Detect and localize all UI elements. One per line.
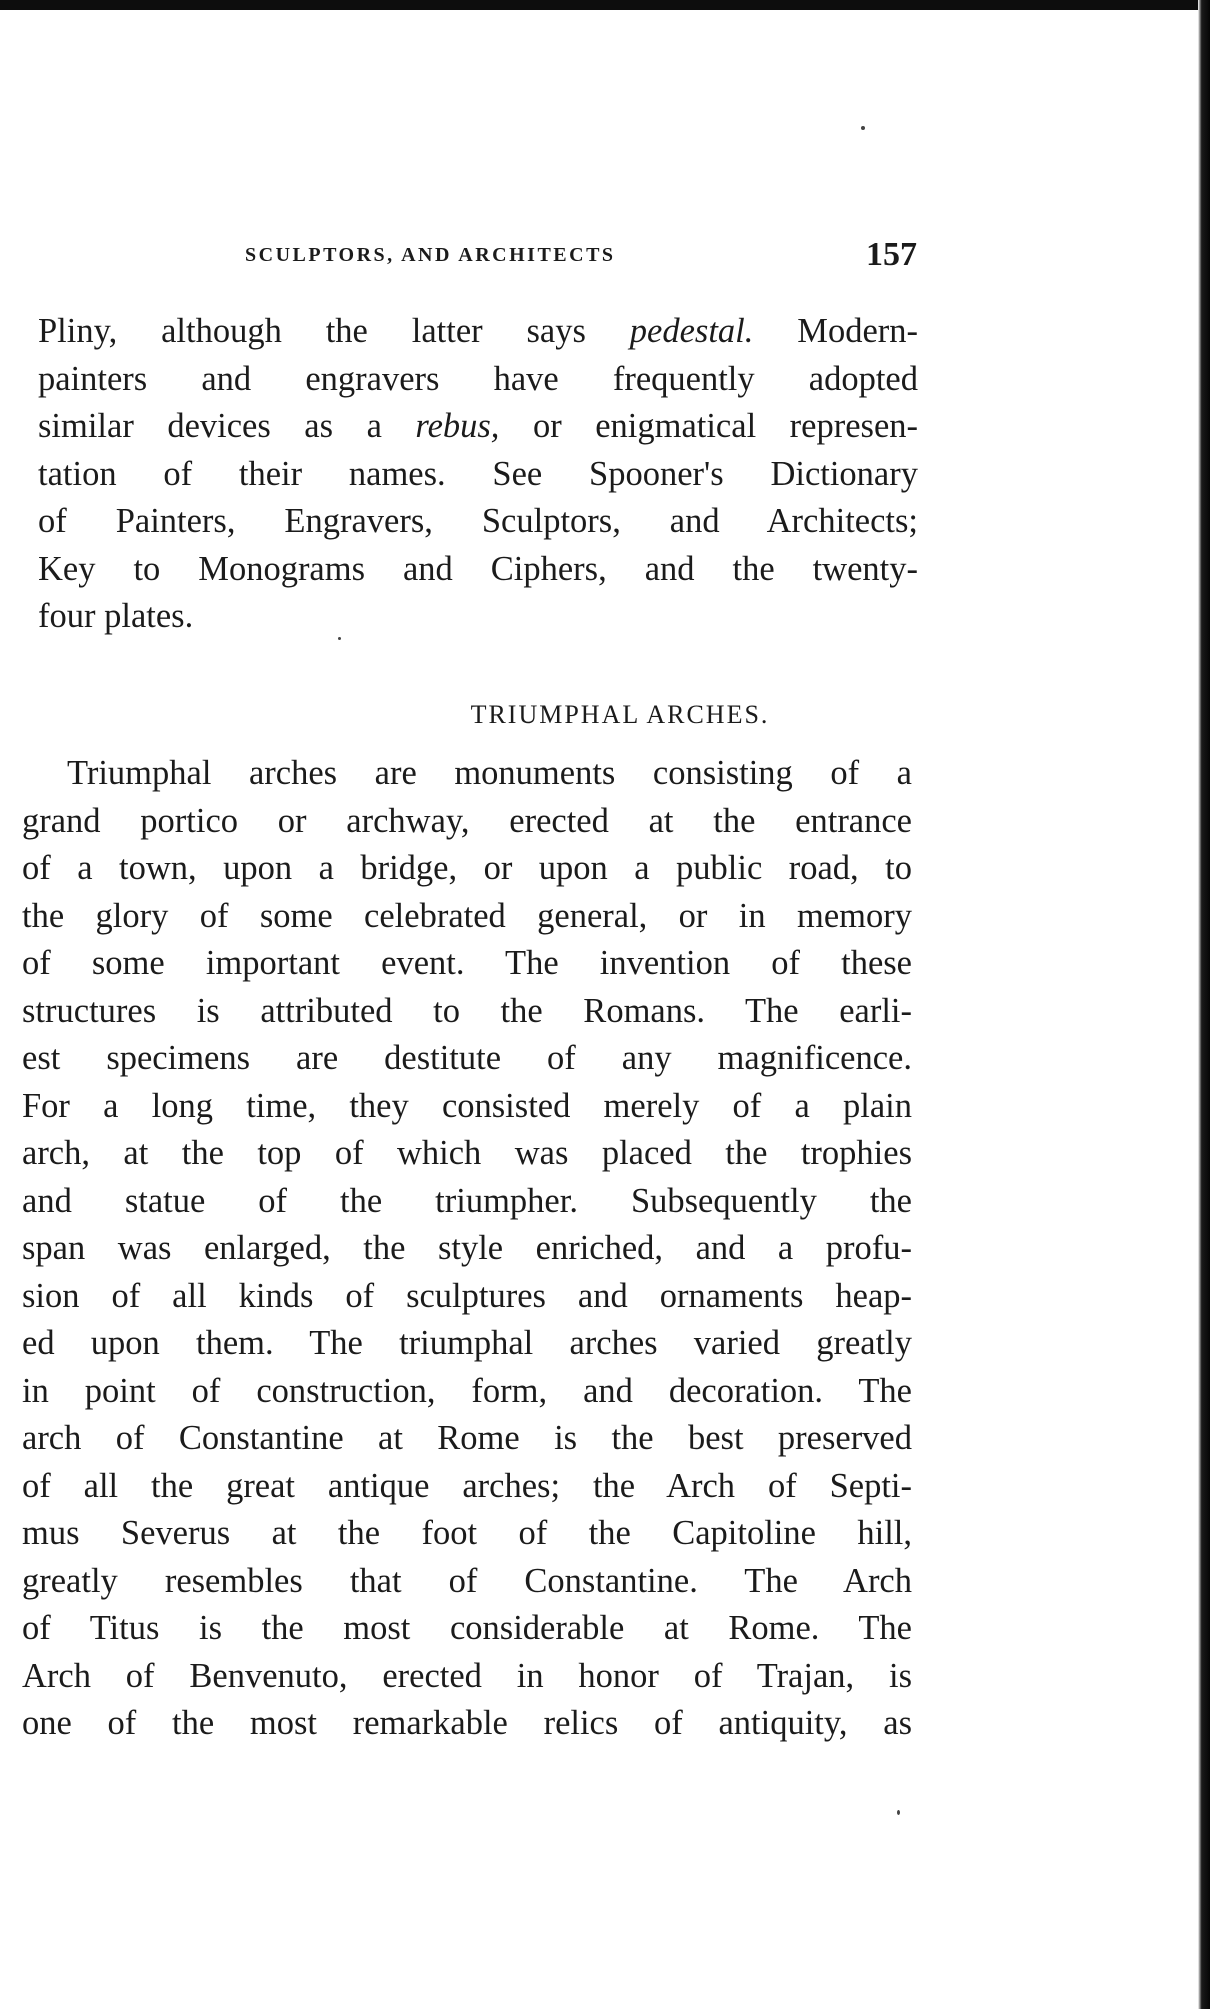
text-line: of a town, upon a bridge, or upon a public road, to: [22, 849, 912, 887]
text-line: of some important event. The invention of these: [22, 944, 912, 982]
section-body: [22, 750, 912, 1748]
scan-speck: [338, 637, 341, 640]
text-line: Key to Monograms and Ciphers, and the twenty-: [38, 549, 918, 588]
text-line: span was enlarged, the style enriched, and a profu-: [22, 1229, 912, 1267]
text-line: structures is attributed to the Romans. The earli-: [22, 991, 912, 1030]
text-line: grand portico or archway, erected at the entrance: [22, 801, 912, 840]
text-line: Pliny, although the latter says pedestal. Modern-: [38, 312, 918, 350]
text-line: painters and engravers have frequently adopted: [38, 359, 918, 398]
section-heading: TRIUMPHAL ARCHES.: [470, 700, 770, 729]
text-line: tation of their names. See Spooner's Dictionary: [38, 454, 918, 493]
intro-paragraph: [38, 308, 918, 641]
text-line: Triumphal arches are monuments consisting of a: [67, 754, 912, 792]
text-line: of Titus is the most considerable at Rome. The: [22, 1609, 912, 1647]
text-line: four plates.: [38, 597, 194, 635]
text-line: est specimens are destitute of any magnificence.: [22, 1039, 912, 1077]
scan-speck: [861, 126, 865, 130]
text-line: For a long time, they consisted merely of a plain: [22, 1086, 912, 1125]
text-line: similar devices as a rebus, or enigmatical represen-: [38, 407, 919, 445]
text-line: in point of construction, form, and decoration. The: [22, 1371, 912, 1410]
text-line: of Painters, Engravers, Sculptors, and Architects;: [38, 502, 918, 540]
text-line: greatly resembles that of Constantine. The Arch: [22, 1561, 912, 1600]
text-line: one of the most remarkable relics of antiquity, as: [22, 1704, 912, 1742]
italic-word: pedestal.: [629, 312, 754, 350]
text-line: of all the great antique arches; the Arch of Septi-: [22, 1466, 912, 1505]
page-number: 157: [866, 236, 917, 273]
text-line: sion of all kinds of sculptures and ornaments heap-: [22, 1276, 912, 1315]
scan-speck: [897, 1810, 900, 1815]
text-line: ed upon them. The triumphal arches varied greatly: [22, 1324, 912, 1362]
running-head-title: SCULPTORS, AND ARCHITECTS: [245, 244, 616, 266]
text-line: Arch of Benvenuto, erected in honor of Trajan, is: [22, 1656, 912, 1695]
text-line: and statue of the triumpher. Subsequently the: [22, 1181, 912, 1220]
text-line: arch, at the top of which was placed the trophies: [22, 1134, 912, 1172]
italic-word: rebus,: [415, 407, 500, 445]
text-line: arch of Constantine at Rome is the best preserved: [22, 1419, 912, 1457]
text-line: mus Severus at the foot of the Capitoline hill,: [22, 1514, 912, 1552]
running-head: [245, 236, 925, 280]
text-line: the glory of some celebrated general, or in memory: [22, 896, 912, 935]
